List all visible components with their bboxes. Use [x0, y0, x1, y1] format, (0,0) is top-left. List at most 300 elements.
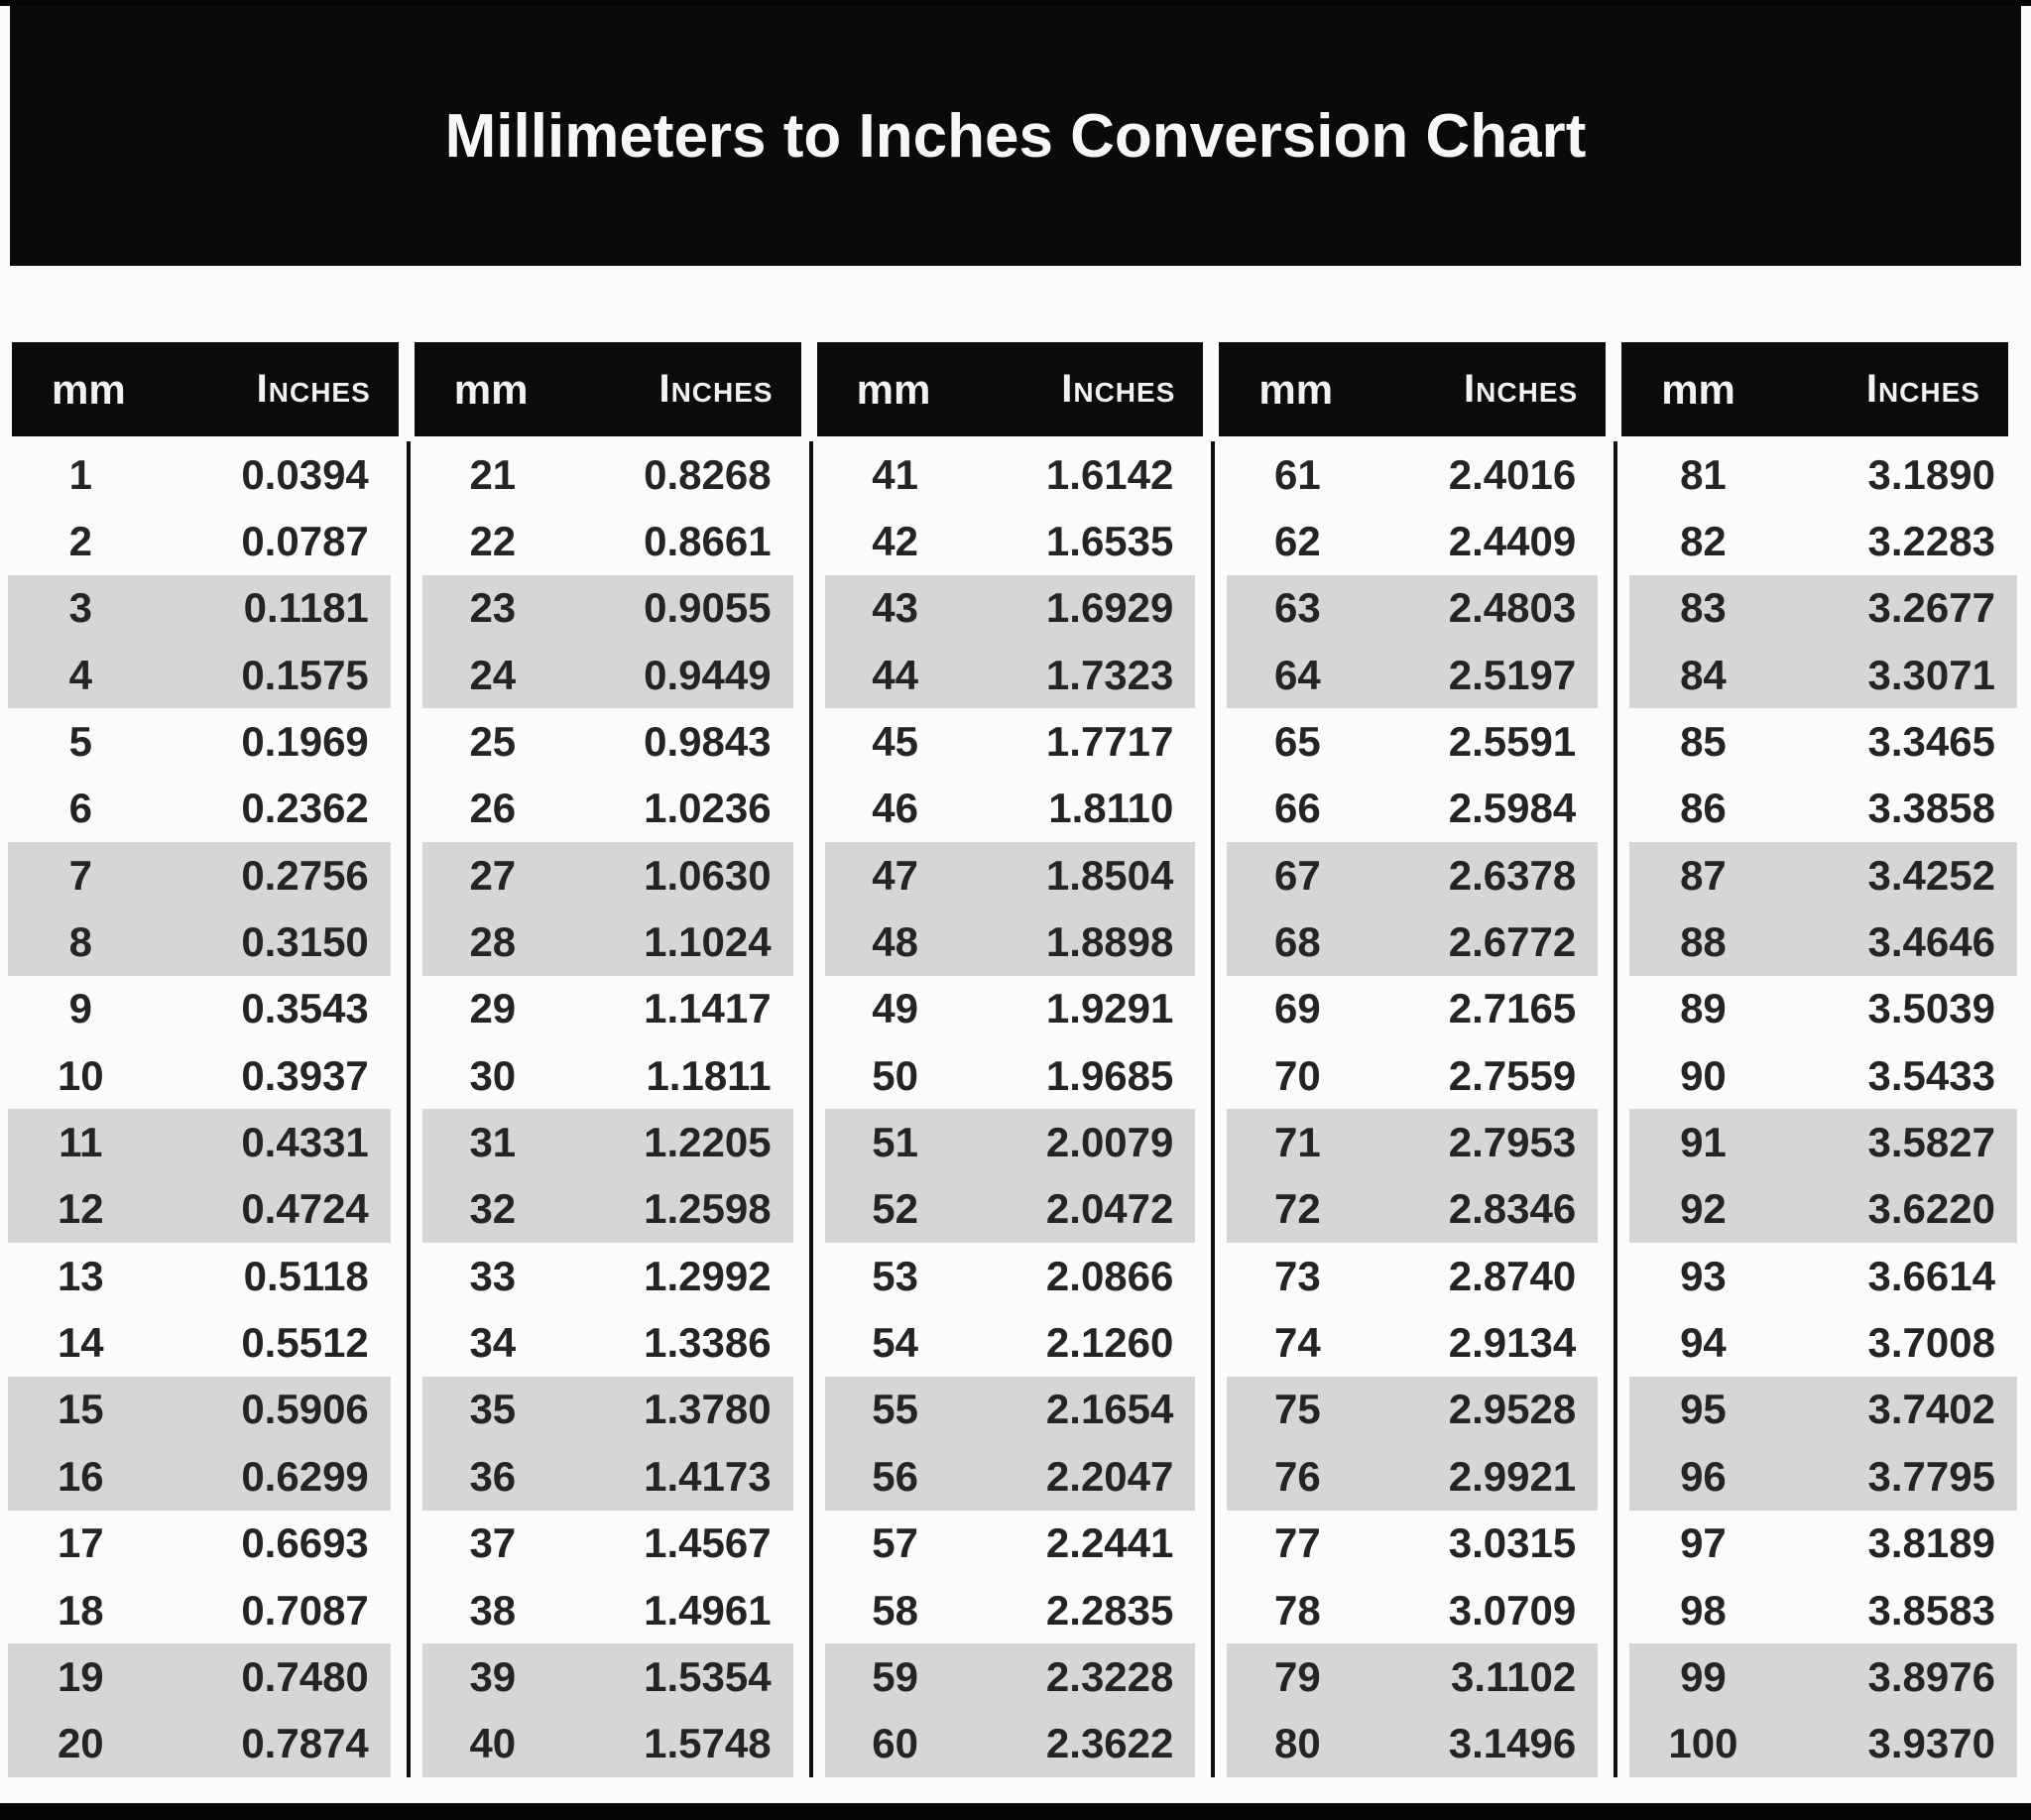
mm-value: 71 [1274, 1119, 1321, 1166]
mm-value: 30 [469, 1051, 517, 1099]
mm-value: 58 [872, 1586, 918, 1634]
mm-value: 57 [872, 1519, 918, 1567]
table-row [422, 1643, 793, 1710]
mm-value: 33 [469, 1252, 517, 1299]
inches-value: 0.4724 [241, 1185, 369, 1233]
column-group [813, 342, 1216, 1777]
mm-value: 29 [469, 985, 517, 1032]
table-row [1629, 708, 2017, 775]
inches-value: 0.3543 [241, 985, 369, 1032]
inches-value: 0.2362 [241, 785, 369, 832]
inches-value: 2.8346 [1448, 1185, 1577, 1233]
table-row [825, 1109, 1196, 1175]
inches-value: 1.2992 [644, 1252, 772, 1299]
header-inches-label: Inches [658, 367, 774, 411]
mm-value: 62 [1274, 518, 1321, 565]
header-mm-label: mm [1258, 365, 1334, 413]
table-row [8, 1109, 391, 1175]
mm-value: 22 [469, 518, 517, 565]
mm-value: 49 [872, 985, 918, 1032]
table-row [1629, 508, 2017, 574]
inches-value: 3.7008 [1867, 1319, 1995, 1367]
mm-value: 14 [57, 1319, 104, 1367]
inches-value: 1.0630 [644, 851, 772, 899]
chart-title: Millimeters to Inches Conversion Chart [444, 101, 1587, 171]
mm-value: 98 [1680, 1586, 1727, 1634]
table-row [1227, 1309, 1598, 1376]
mm-value: 31 [469, 1119, 517, 1166]
inches-value: 3.8189 [1867, 1519, 1995, 1567]
mm-value: 79 [1274, 1652, 1321, 1700]
inches-value: 1.8504 [1045, 851, 1174, 899]
mm-value: 46 [872, 785, 918, 832]
column-header [1219, 342, 1606, 436]
column-group [1617, 342, 2020, 1777]
inches-value: 0.9449 [644, 651, 772, 698]
mm-value: 36 [469, 1452, 517, 1500]
table-row [8, 909, 391, 975]
table-row [1227, 1377, 1598, 1443]
mm-value: 40 [469, 1720, 517, 1767]
inches-value: 2.5197 [1448, 651, 1577, 698]
inches-value: 0.1181 [243, 584, 369, 632]
mm-value: 23 [469, 584, 517, 632]
table-row [8, 1309, 391, 1376]
mm-value: 5 [68, 718, 92, 766]
mm-value: 87 [1680, 851, 1727, 899]
table-row [422, 1309, 793, 1376]
inches-value: 0.8661 [644, 518, 772, 565]
mm-value: 6 [68, 785, 92, 832]
mm-value: 8 [68, 918, 92, 966]
inches-value: 2.9921 [1448, 1452, 1577, 1500]
table-row [8, 1443, 391, 1510]
table-row [1629, 1511, 2017, 1577]
mm-value: 44 [872, 651, 918, 698]
table-row [8, 642, 391, 708]
table-row [8, 1711, 391, 1777]
inches-value: 2.0866 [1045, 1252, 1174, 1299]
mm-value: 74 [1274, 1319, 1321, 1367]
inches-value: 0.9843 [644, 718, 772, 766]
table-row [825, 1176, 1196, 1243]
table-row [422, 508, 793, 574]
inches-value: 1.8898 [1045, 918, 1174, 966]
table-row [1629, 1042, 2017, 1109]
mm-value: 63 [1274, 584, 1321, 632]
inches-value: 0.6693 [241, 1519, 369, 1567]
table-row [8, 1176, 391, 1243]
mm-value: 65 [1274, 718, 1321, 766]
table-row [422, 1176, 793, 1243]
group-rows [1617, 441, 2020, 1777]
inches-value: 2.6378 [1448, 851, 1577, 899]
inches-value: 3.0315 [1448, 1519, 1577, 1567]
table-row [8, 1577, 391, 1643]
inches-value: 1.9685 [1045, 1051, 1174, 1099]
inches-value: 1.6929 [1045, 584, 1174, 632]
inches-value: 0.3150 [241, 918, 369, 966]
header-mm-label: mm [52, 365, 126, 413]
column-header [817, 342, 1204, 436]
inches-value: 3.7402 [1867, 1386, 1995, 1433]
table-row [1629, 776, 2017, 842]
inches-value: 2.3622 [1045, 1720, 1174, 1767]
inches-value: 3.8583 [1867, 1586, 1995, 1634]
mm-value: 54 [872, 1319, 918, 1367]
mm-value: 51 [872, 1119, 918, 1166]
table-row [825, 1511, 1196, 1577]
header-inches-label: Inches [256, 367, 371, 411]
table-row [1629, 1643, 2017, 1710]
mm-value: 3 [68, 584, 92, 632]
table-row [8, 1243, 391, 1309]
inches-value: 3.8976 [1867, 1652, 1995, 1700]
table-row [825, 1042, 1196, 1109]
inches-value: 1.5748 [644, 1720, 772, 1767]
inches-value: 3.6614 [1867, 1252, 1995, 1299]
mm-value: 28 [469, 918, 517, 966]
column-header [1621, 342, 2008, 436]
mm-value: 95 [1680, 1386, 1727, 1433]
table-row [1629, 575, 2017, 642]
mm-value: 13 [57, 1252, 104, 1299]
inches-value: 3.3071 [1867, 651, 1995, 698]
table-row [1227, 976, 1598, 1042]
header-inches-label: Inches [1865, 367, 1980, 411]
inches-value: 3.3465 [1867, 718, 1995, 766]
inches-value: 3.9370 [1867, 1720, 1995, 1767]
mm-value: 56 [872, 1452, 918, 1500]
table-row [422, 1711, 793, 1777]
inches-value: 2.1260 [1045, 1319, 1174, 1367]
inches-value: 0.3937 [241, 1051, 369, 1099]
header-inches-label: Inches [1464, 367, 1579, 411]
inches-value: 0.9055 [644, 584, 772, 632]
mm-value: 45 [872, 718, 918, 766]
table-row [1629, 1309, 2017, 1376]
mm-value: 38 [469, 1586, 517, 1634]
mm-value: 47 [872, 851, 918, 899]
inches-value: 3.2283 [1867, 518, 1995, 565]
table-row [422, 1042, 793, 1109]
mm-value: 19 [57, 1652, 104, 1700]
table-row [825, 1377, 1196, 1443]
table-row [825, 1309, 1196, 1376]
inches-value: 1.5354 [644, 1652, 772, 1700]
table-row [8, 575, 391, 642]
mm-value: 17 [57, 1519, 104, 1567]
inches-value: 2.5984 [1448, 785, 1577, 832]
inches-value: 0.0787 [241, 518, 369, 565]
mm-value: 88 [1680, 918, 1727, 966]
inches-value: 1.9291 [1045, 985, 1174, 1032]
table-row [422, 1511, 793, 1577]
mm-value: 75 [1274, 1386, 1321, 1433]
mm-value: 16 [57, 1452, 104, 1500]
mm-value: 89 [1680, 985, 1727, 1032]
inches-value: 2.4409 [1448, 518, 1577, 565]
mm-value: 68 [1274, 918, 1321, 966]
mm-value: 1 [68, 450, 92, 498]
inches-value: 3.2677 [1867, 584, 1995, 632]
table-row [8, 441, 391, 508]
table-row [1227, 1711, 1598, 1777]
mm-value: 76 [1274, 1452, 1321, 1500]
table-row [825, 708, 1196, 775]
inches-value: 1.3386 [644, 1319, 772, 1367]
inches-value: 2.4803 [1448, 584, 1577, 632]
mm-value: 4 [68, 651, 92, 698]
mm-value: 86 [1680, 785, 1727, 832]
table-row [825, 508, 1196, 574]
mm-value: 69 [1274, 985, 1321, 1032]
inches-value: 1.1811 [646, 1051, 772, 1099]
inches-value: 1.1417 [644, 985, 772, 1032]
inches-value: 3.4252 [1867, 851, 1995, 899]
inches-value: 2.6772 [1448, 918, 1577, 966]
column-group [8, 342, 411, 1777]
inches-value: 1.1024 [644, 918, 772, 966]
mm-value: 64 [1274, 651, 1321, 698]
inches-value: 0.6299 [241, 1452, 369, 1500]
table-row [1629, 1711, 2017, 1777]
table-row [1629, 1443, 2017, 1510]
group-rows [813, 441, 1216, 1777]
inches-value: 0.5906 [241, 1386, 369, 1433]
group-rows [411, 441, 813, 1777]
table-row [422, 1577, 793, 1643]
mm-value: 99 [1680, 1652, 1727, 1700]
group-rows [1215, 441, 1617, 1777]
mm-value: 83 [1680, 584, 1727, 632]
table-row [825, 976, 1196, 1042]
table-row [825, 909, 1196, 975]
table-row [422, 642, 793, 708]
table-row [422, 708, 793, 775]
inches-value: 1.2598 [644, 1185, 772, 1233]
inches-value: 0.0394 [241, 450, 369, 498]
table-row [1227, 642, 1598, 708]
mm-value: 84 [1680, 651, 1727, 698]
mm-value: 12 [57, 1185, 104, 1233]
mm-value: 35 [469, 1386, 517, 1433]
mm-value: 26 [469, 785, 517, 832]
table-row [1629, 1377, 2017, 1443]
table-row [825, 842, 1196, 909]
inches-value: 0.7480 [241, 1652, 369, 1700]
group-rows [8, 441, 411, 1777]
mm-value: 37 [469, 1519, 517, 1567]
table-row [1629, 842, 2017, 909]
table-row [422, 976, 793, 1042]
inches-value: 2.2441 [1045, 1519, 1174, 1567]
header-mm-label: mm [856, 365, 931, 413]
inches-value: 2.8740 [1448, 1252, 1577, 1299]
inches-value: 2.0472 [1045, 1185, 1174, 1233]
table-row [422, 776, 793, 842]
inches-value: 1.4567 [644, 1519, 772, 1567]
inches-value: 1.2205 [644, 1119, 772, 1166]
header-mm-label: mm [453, 365, 529, 413]
table-row [1629, 441, 2017, 508]
table-wrap [0, 342, 2031, 1777]
table-row [1227, 842, 1598, 909]
table-row [1227, 1577, 1598, 1643]
mm-value: 41 [872, 450, 918, 498]
mm-value: 96 [1680, 1452, 1727, 1500]
mm-value: 78 [1274, 1586, 1321, 1634]
inches-value: 0.8268 [644, 450, 772, 498]
table-row [825, 1243, 1196, 1309]
inches-value: 3.3858 [1867, 785, 1995, 832]
inches-value: 2.9528 [1448, 1386, 1577, 1433]
inches-value: 2.2835 [1045, 1586, 1174, 1634]
table-row [422, 909, 793, 975]
table-row [422, 575, 793, 642]
mm-value: 32 [469, 1185, 517, 1233]
table-row [1227, 1511, 1598, 1577]
header-inches-label: Inches [1061, 367, 1176, 411]
mm-value: 70 [1274, 1051, 1321, 1099]
mm-value: 7 [68, 851, 92, 899]
mm-value: 2 [68, 518, 92, 565]
inches-value: 1.7323 [1045, 651, 1174, 698]
mm-value: 21 [469, 450, 517, 498]
mm-value: 50 [872, 1051, 918, 1099]
column-group [1215, 342, 1617, 1777]
inches-value: 2.0079 [1045, 1119, 1174, 1166]
table-row [825, 642, 1196, 708]
inches-value: 1.6142 [1045, 450, 1174, 498]
inches-value: 1.6535 [1045, 518, 1174, 565]
mm-value: 80 [1274, 1720, 1321, 1767]
inches-value: 1.7717 [1045, 718, 1174, 766]
mm-value: 24 [469, 651, 517, 698]
table-row [825, 776, 1196, 842]
inches-value: 3.5039 [1867, 985, 1995, 1032]
column-header [415, 342, 801, 436]
title-banner [10, 6, 2021, 266]
inches-value: 0.4331 [241, 1119, 369, 1166]
table-row [8, 976, 391, 1042]
table-row [1227, 1176, 1598, 1243]
inches-value: 2.9134 [1448, 1319, 1577, 1367]
table-row [1629, 909, 2017, 975]
mm-value: 61 [1274, 450, 1321, 498]
inches-value: 0.7087 [241, 1586, 369, 1634]
table-row [1227, 1109, 1598, 1175]
table-row [8, 842, 391, 909]
inches-value: 1.3780 [644, 1386, 772, 1433]
inches-value: 1.8110 [1048, 785, 1174, 832]
mm-value: 67 [1274, 851, 1321, 899]
mm-value: 10 [57, 1051, 104, 1099]
table-row [1227, 1042, 1598, 1109]
mm-value: 59 [872, 1652, 918, 1700]
table-row [1227, 575, 1598, 642]
inches-value: 2.2047 [1045, 1452, 1174, 1500]
header-mm-label: mm [1661, 365, 1735, 413]
table-row [8, 1042, 391, 1109]
mm-value: 81 [1680, 450, 1727, 498]
inches-value: 3.0709 [1448, 1586, 1577, 1634]
mm-value: 91 [1680, 1119, 1727, 1166]
inches-value: 2.7953 [1448, 1119, 1577, 1166]
mm-value: 94 [1680, 1319, 1727, 1367]
table-row [422, 842, 793, 909]
mm-value: 66 [1274, 785, 1321, 832]
table-row [1227, 1643, 1598, 1710]
mm-value: 82 [1680, 518, 1727, 565]
conversion-table [8, 342, 2020, 1777]
mm-value: 85 [1680, 718, 1727, 766]
inches-value: 2.4016 [1448, 450, 1577, 498]
mm-value: 27 [469, 851, 517, 899]
inches-value: 3.1890 [1867, 450, 1995, 498]
mm-value: 9 [68, 985, 92, 1032]
inches-value: 0.2756 [241, 851, 369, 899]
inches-value: 0.7874 [241, 1720, 369, 1767]
table-row [1227, 776, 1598, 842]
table-row [1227, 1443, 1598, 1510]
inches-value: 2.1654 [1045, 1386, 1174, 1433]
inches-value: 2.3228 [1045, 1652, 1174, 1700]
table-row [825, 1577, 1196, 1643]
mm-value: 53 [872, 1252, 918, 1299]
table-row [422, 1377, 793, 1443]
mm-value: 90 [1680, 1051, 1727, 1099]
mm-value: 43 [872, 584, 918, 632]
mm-value: 55 [872, 1386, 918, 1433]
mm-value: 48 [872, 918, 918, 966]
inches-value: 2.5591 [1448, 718, 1577, 766]
table-row [825, 1443, 1196, 1510]
inches-value: 3.6220 [1867, 1185, 1995, 1233]
mm-value: 73 [1274, 1252, 1321, 1299]
mm-value: 15 [57, 1386, 104, 1433]
mm-value: 20 [57, 1720, 104, 1767]
table-row [422, 1109, 793, 1175]
table-row [422, 1443, 793, 1510]
table-row [1227, 1243, 1598, 1309]
mm-value: 92 [1680, 1185, 1727, 1233]
mm-value: 77 [1274, 1519, 1321, 1567]
table-row [8, 508, 391, 574]
table-row [1227, 441, 1598, 508]
mm-value: 25 [469, 718, 517, 766]
table-row [825, 441, 1196, 508]
mm-value: 18 [57, 1586, 104, 1634]
mm-value: 52 [872, 1185, 918, 1233]
mm-value: 72 [1274, 1185, 1321, 1233]
table-row [8, 1511, 391, 1577]
inches-value: 3.1496 [1448, 1720, 1577, 1767]
mm-value: 34 [469, 1319, 517, 1367]
column-group [411, 342, 813, 1777]
table-row [825, 575, 1196, 642]
mm-value: 100 [1668, 1720, 1738, 1767]
table-row [8, 708, 391, 775]
inches-value: 1.4961 [644, 1586, 772, 1634]
table-row [1629, 642, 2017, 708]
inches-value: 1.4173 [644, 1452, 772, 1500]
inches-value: 0.1575 [241, 651, 369, 698]
table-row [8, 1377, 391, 1443]
inches-value: 0.1969 [241, 718, 369, 766]
table-row [825, 1643, 1196, 1710]
table-row [1629, 1577, 2017, 1643]
